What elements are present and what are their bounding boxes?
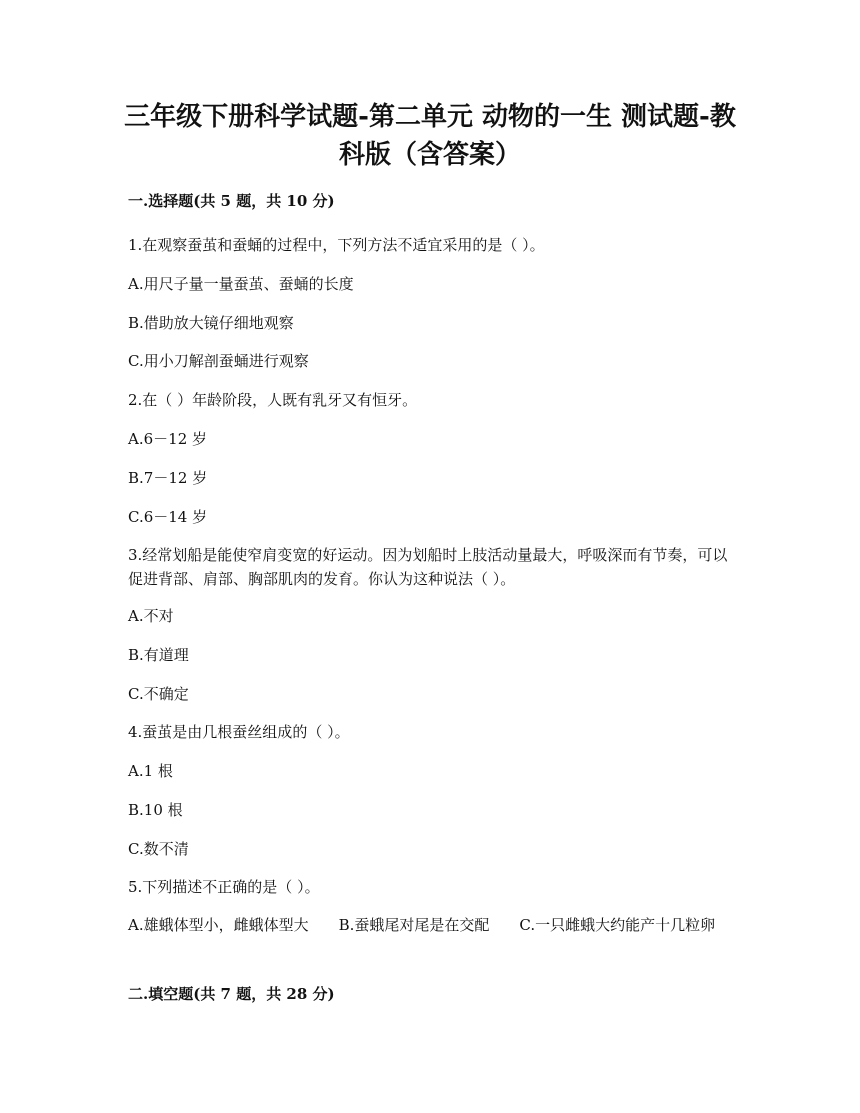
question-4-stem: 4.蚕茧是由几根蚕丝组成的（ ）。	[128, 723, 350, 741]
question-5-stem: 5.下列描述不正确的是（ ）。	[128, 878, 320, 896]
question-4-option-a: A.1 根	[128, 762, 173, 780]
question-1-stem: 1.在观察蚕茧和蚕蛹的过程中，下列方法不适宜采用的是（ ）。	[128, 236, 545, 254]
question-2-option-a: A.6－12 岁	[128, 430, 207, 448]
question-1-option-b: B.借助放大镜仔细地观察	[128, 314, 294, 332]
question-2-option-c: C.6－14 岁	[128, 508, 208, 526]
question-2-option-b: B.7－12 岁	[128, 469, 208, 487]
section-heading-fill: 二.填空题(共 7 题，共 28 分)	[128, 985, 335, 1003]
question-1-option-c: C.用小刀解剖蚕蛹进行观察	[128, 352, 309, 370]
section-heading-choice: 一.选择题(共 5 题，共 10 分)	[128, 192, 335, 210]
question-4-option-c: C.数不清	[128, 840, 189, 858]
question-2-stem: 2.在（ ）年龄阶段，人既有乳牙又有恒牙。	[128, 391, 418, 409]
question-3-option-c: C.不确定	[128, 685, 189, 703]
question-3-option-b: B.有道理	[128, 646, 189, 664]
question-3-stem: 3.经常划船是能使窄肩变宽的好运动。因为划船时上肢活动量最大，呼吸深而有节奏，可以促进背部、肩部、胸部肌肉的发育。你认为这种说法（ ）。	[128, 546, 728, 588]
question-5-options: A.雄蛾体型小，雌蛾体型大 B.蚕蛾尾对尾是在交配 C.一只雌蛾大约能产十几粒卵	[128, 916, 716, 934]
question-3-option-a: A.不对	[128, 607, 174, 625]
question-4-option-b: B.10 根	[128, 801, 183, 819]
page-title: 三年级下册科学试题-第二单元 动物的一生 测试题-教科版（含答案）	[124, 102, 736, 170]
question-1-option-a: A.用尺子量一量蚕茧、蚕蛹的长度	[128, 275, 354, 293]
